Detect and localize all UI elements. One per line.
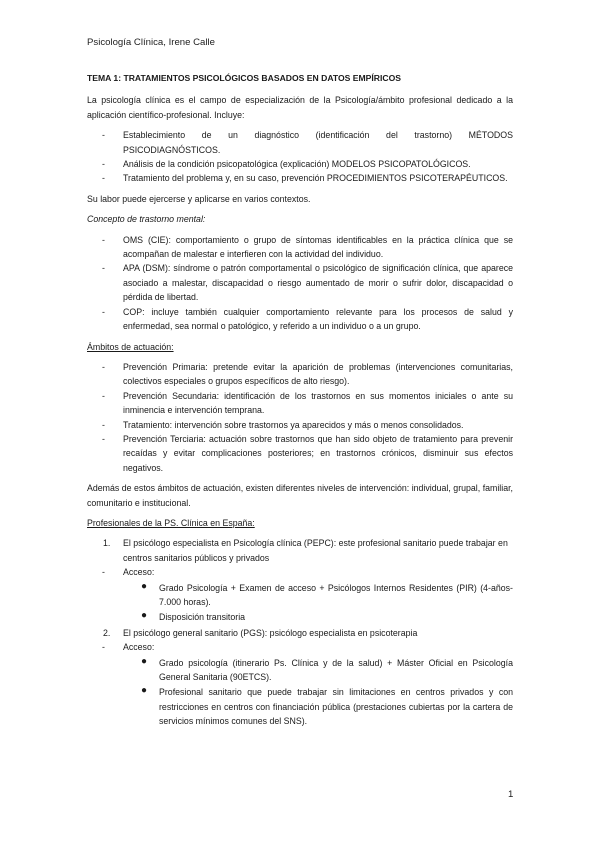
dash-marker: - [102, 433, 105, 444]
list-item: - Prevención Secundaria: identificación de los trastornos en sus momentos iniciales o ante su inminencia e intervención temprana. [102, 390, 513, 416]
list-item: - APA (DSM): síndrome o patrón comportamental o psicológico de significación clínica, que aparece asociado a malestar, discapacidad o riesgo aumentado de morir o sufrir dolor, discapacidad o pérdida de libertad. [102, 263, 513, 303]
professionals-list-2 [87, 626, 513, 640]
dash-marker: - [102, 130, 105, 141]
dash-marker: - [102, 234, 105, 245]
list-item: - Acceso: [87, 640, 513, 654]
professionals-list-1 [87, 536, 513, 565]
intro-paragraph: La psicología clínica es el campo de especialización de la Psicología/ámbito profesional dedicado a la aplicación científico-profesional. Incluye: [87, 95, 513, 120]
access-list-2 [87, 640, 513, 654]
dash-marker: - [102, 419, 105, 430]
concepts-list [87, 233, 513, 334]
bullet-marker: ● [141, 655, 148, 667]
page-header: Psicología Clínica, Irene Calle [87, 37, 215, 48]
number-marker: 2. [103, 627, 111, 638]
list-item: ● Profesional sanitario que puede trabajar sin limitaciones en centros privados y con restricciones en centros con financiación pública (prestaciones cubiertas por la cartera de servicios mínimos comunes del SNS). [141, 685, 513, 727]
list-item: ● Disposición transitoria [141, 610, 246, 623]
dash-marker: - [102, 361, 105, 372]
ambitos-heading: Ámbitos de actuación: [87, 341, 174, 352]
list-item: - Análisis de la condición psicopatológica (explicación) MODELOS PSICOPATOLÓGICOS. [87, 157, 513, 171]
list-item: - Tratamiento del problema y, en su caso, prevención PROCEDIMIENTOS PSICOTERAPÉUTICOS. [87, 171, 513, 185]
dash-marker: - [102, 567, 105, 578]
list-item: 1. El psicólogo especialista en Psicología clínica (PEPC): este profesional sanitario puede trabajar en centros sanitarios públicos y privados [103, 538, 508, 563]
list-item: ● Grado Psicología + Examen de acceso + Psicólogos Internos Residentes (PIR) (4-años-7.000 horas). [141, 580, 513, 607]
professionals-heading: Profesionales de la PS. Clínica en España: [87, 517, 255, 528]
contexts-paragraph: Su labor puede ejercerse y aplicarse en varios contextos. [87, 193, 311, 204]
access-list-1 [87, 565, 513, 579]
page-number: 1 [508, 789, 514, 800]
document-title: TEMA 1: TRATAMIENTOS PSICOLÓGICOS BASADOS EN DATOS EMPÍRICOS [87, 73, 402, 83]
document-body [87, 71, 513, 730]
list-item: - COP: incluye también cualquier comportamiento relevante para los procesos de salud y enfermedad, sea normal o patológico, y referido a un individuo o a un grupo. [102, 306, 513, 332]
dash-marker: - [102, 642, 105, 653]
dash-marker: - [102, 390, 105, 401]
access-bullets-2 [87, 656, 513, 729]
list-item: 2. El psicólogo general sanitario (PGS): psicólogo especialista en psicoterapia [87, 626, 513, 640]
dash-marker: - [102, 263, 105, 274]
list-item: - OMS (CIE): comportamiento o grupo de síntomas identificables en la práctica clínica que se acompañan de malestar e interfieren con la actividad del individuo. [102, 234, 513, 260]
concept-heading: Concepto de trastorno mental: [87, 214, 206, 225]
bullet-marker: ● [141, 580, 148, 592]
list-item: - Acceso: [87, 565, 513, 579]
dash-marker: - [102, 306, 105, 317]
bullet-marker: ● [141, 610, 148, 622]
list-item: - Prevención Terciaria: actuación sobre trastornos que han sido objeto de tratamiento para prevenir recaídas y evitar complicaciones posteriores; en trastornos crónicos, disminuir sus efectos negativos. [102, 433, 513, 473]
access-bullets-1 [87, 581, 513, 625]
list-item: ● Grado psicología (itinerario Ps. Clínica y de la salud) + Máster Oficial en Psicología General Sanitaria (90ETCS). [141, 655, 513, 683]
list-item: - Prevención Primaria: pretende evitar la aparición de problemas (intervenciones comunitarias, colectivos especiales o grupos específicos de alto riesgo). [102, 361, 513, 387]
bullet-marker: ● [141, 685, 148, 697]
list-item: - Tratamiento: intervención sobre trastornos ya aparecidos y más o menos consolidados. [87, 418, 513, 432]
dash-marker: - [102, 159, 105, 170]
includes-list [87, 128, 513, 186]
ambitos-list [87, 360, 513, 475]
dash-marker: - [102, 173, 105, 184]
number-marker: 1. [103, 538, 111, 549]
list-item: - Establecimiento de un diagnóstico (identificación del trastorno) MÉTODOS PSICODIAGNÓSTICOS. [102, 130, 513, 155]
levels-paragraph: Además de estos ámbitos de actuación, existen diferentes niveles de intervención: individual, grupal, familiar, comunitario e institucional. [87, 483, 513, 508]
